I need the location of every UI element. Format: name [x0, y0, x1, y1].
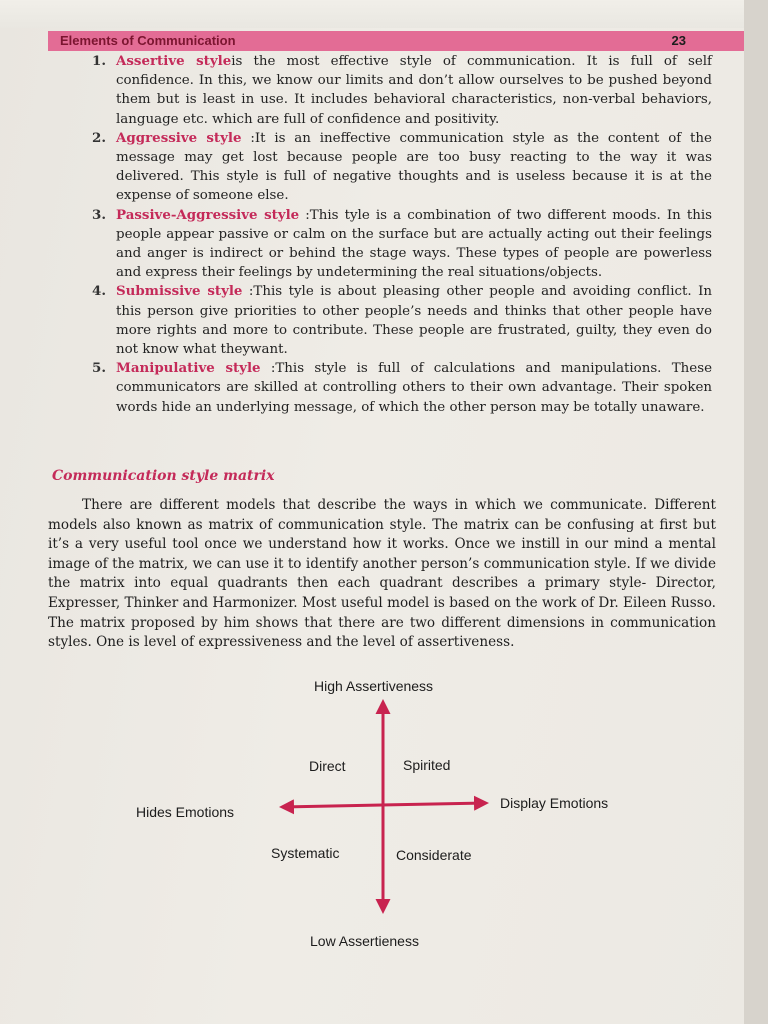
quadrant-label-top-left: Direct — [309, 758, 346, 774]
communication-styles-list — [82, 52, 712, 417]
chapter-title: Elements of Communication — [60, 33, 236, 48]
axis-label-right: Display Emotions — [500, 795, 609, 811]
list-item — [82, 129, 712, 206]
chapter-header-bar — [48, 31, 744, 51]
item-text: :This tyle is about pleasing other people and avoiding conflict. In this person give priorities to other people’s needs and thinks that other people have more rights and more to contribute. These people are frustrated, guilty, they even do not know what theywant. — [116, 284, 712, 358]
list-item — [82, 206, 712, 283]
item-text: :This tyle is a combination of two different moods. In this people appear passive or calm on the surface but are actually acting out their feelings and anger is indirect or behind the stage ways. These types of people are powerless and express their feelings by undetermining the real situations/objects. — [116, 207, 712, 281]
item-text: is the most effective style of communication. It is full of self confidence. In this, we know our limits and don’t allow ourselves to be pushed beyond them but is least in use. It includes behavioral characteristics, non-verbal behaviors, language etc. which are full of confidence and positivity. — [116, 54, 713, 127]
item-text: :This style is full of calculations and manipulations. These communicators are skilled at controlling others to their own advantage. Their spoken words hide an underlying message, of which the other person may be totally unaware. — [116, 361, 712, 415]
quadrant-label-bottom-left: Systematic — [271, 845, 340, 861]
section-heading: Communication style matrix — [52, 468, 275, 484]
item-term: Assertive style — [116, 53, 232, 69]
list-item — [82, 282, 712, 359]
axis-label-left: Hides Emotions — [136, 804, 235, 820]
item-term: Submissive style — [116, 283, 243, 300]
item-number: 1. — [92, 53, 106, 69]
item-number: 3. — [92, 206, 106, 223]
horizontal-axis-arrow — [282, 803, 486, 807]
quadrant-label-top-right: Spirited — [403, 757, 451, 773]
list-item — [82, 359, 712, 417]
item-term: Passive-Aggressive style — [116, 206, 300, 223]
quadrant-label-bottom-right: Considerate — [396, 847, 472, 863]
item-number: 4. — [92, 283, 106, 300]
list-item — [82, 52, 712, 129]
item-term: Aggressive style — [116, 129, 242, 146]
communication-style-matrix — [0, 670, 768, 960]
axis-label-bottom: Low Assertieness — [310, 933, 419, 949]
item-text: :It is an ineffective communication style as the content of the message may get lost because people are too busy reacting to the way it was delivered. This style is full of negative thoughts and is useless because it is at the expense of someone else. — [116, 130, 712, 204]
page-top-margin — [0, 0, 768, 28]
item-number: 2. — [92, 129, 106, 146]
item-number: 5. — [92, 360, 106, 377]
page-number: 23 — [671, 33, 686, 48]
section-paragraph: There are different models that describe the ways in which we communicate. Different models also known as matrix of communication style. The matrix can be confusing at first but it’s a very useful tool once we understand how it works. Once we instill in our mind a mental image of the matrix, we can use it to identify another person’s communication style. If we divide the matrix into equal quadrants then each quadrant describes a primary style- Director, Expresser, Thinker and Harmonizer. Most useful model is based on the work of Dr. Eileen Russo. The matrix proposed by him shows that there are two different dimensions in communication styles. One is level of expressiveness and the level of assertiveness. — [48, 497, 716, 651]
axis-label-top: High Assertiveness — [314, 678, 434, 694]
item-term: Manipulative style — [116, 360, 261, 377]
matrix-axes — [0, 670, 768, 960]
